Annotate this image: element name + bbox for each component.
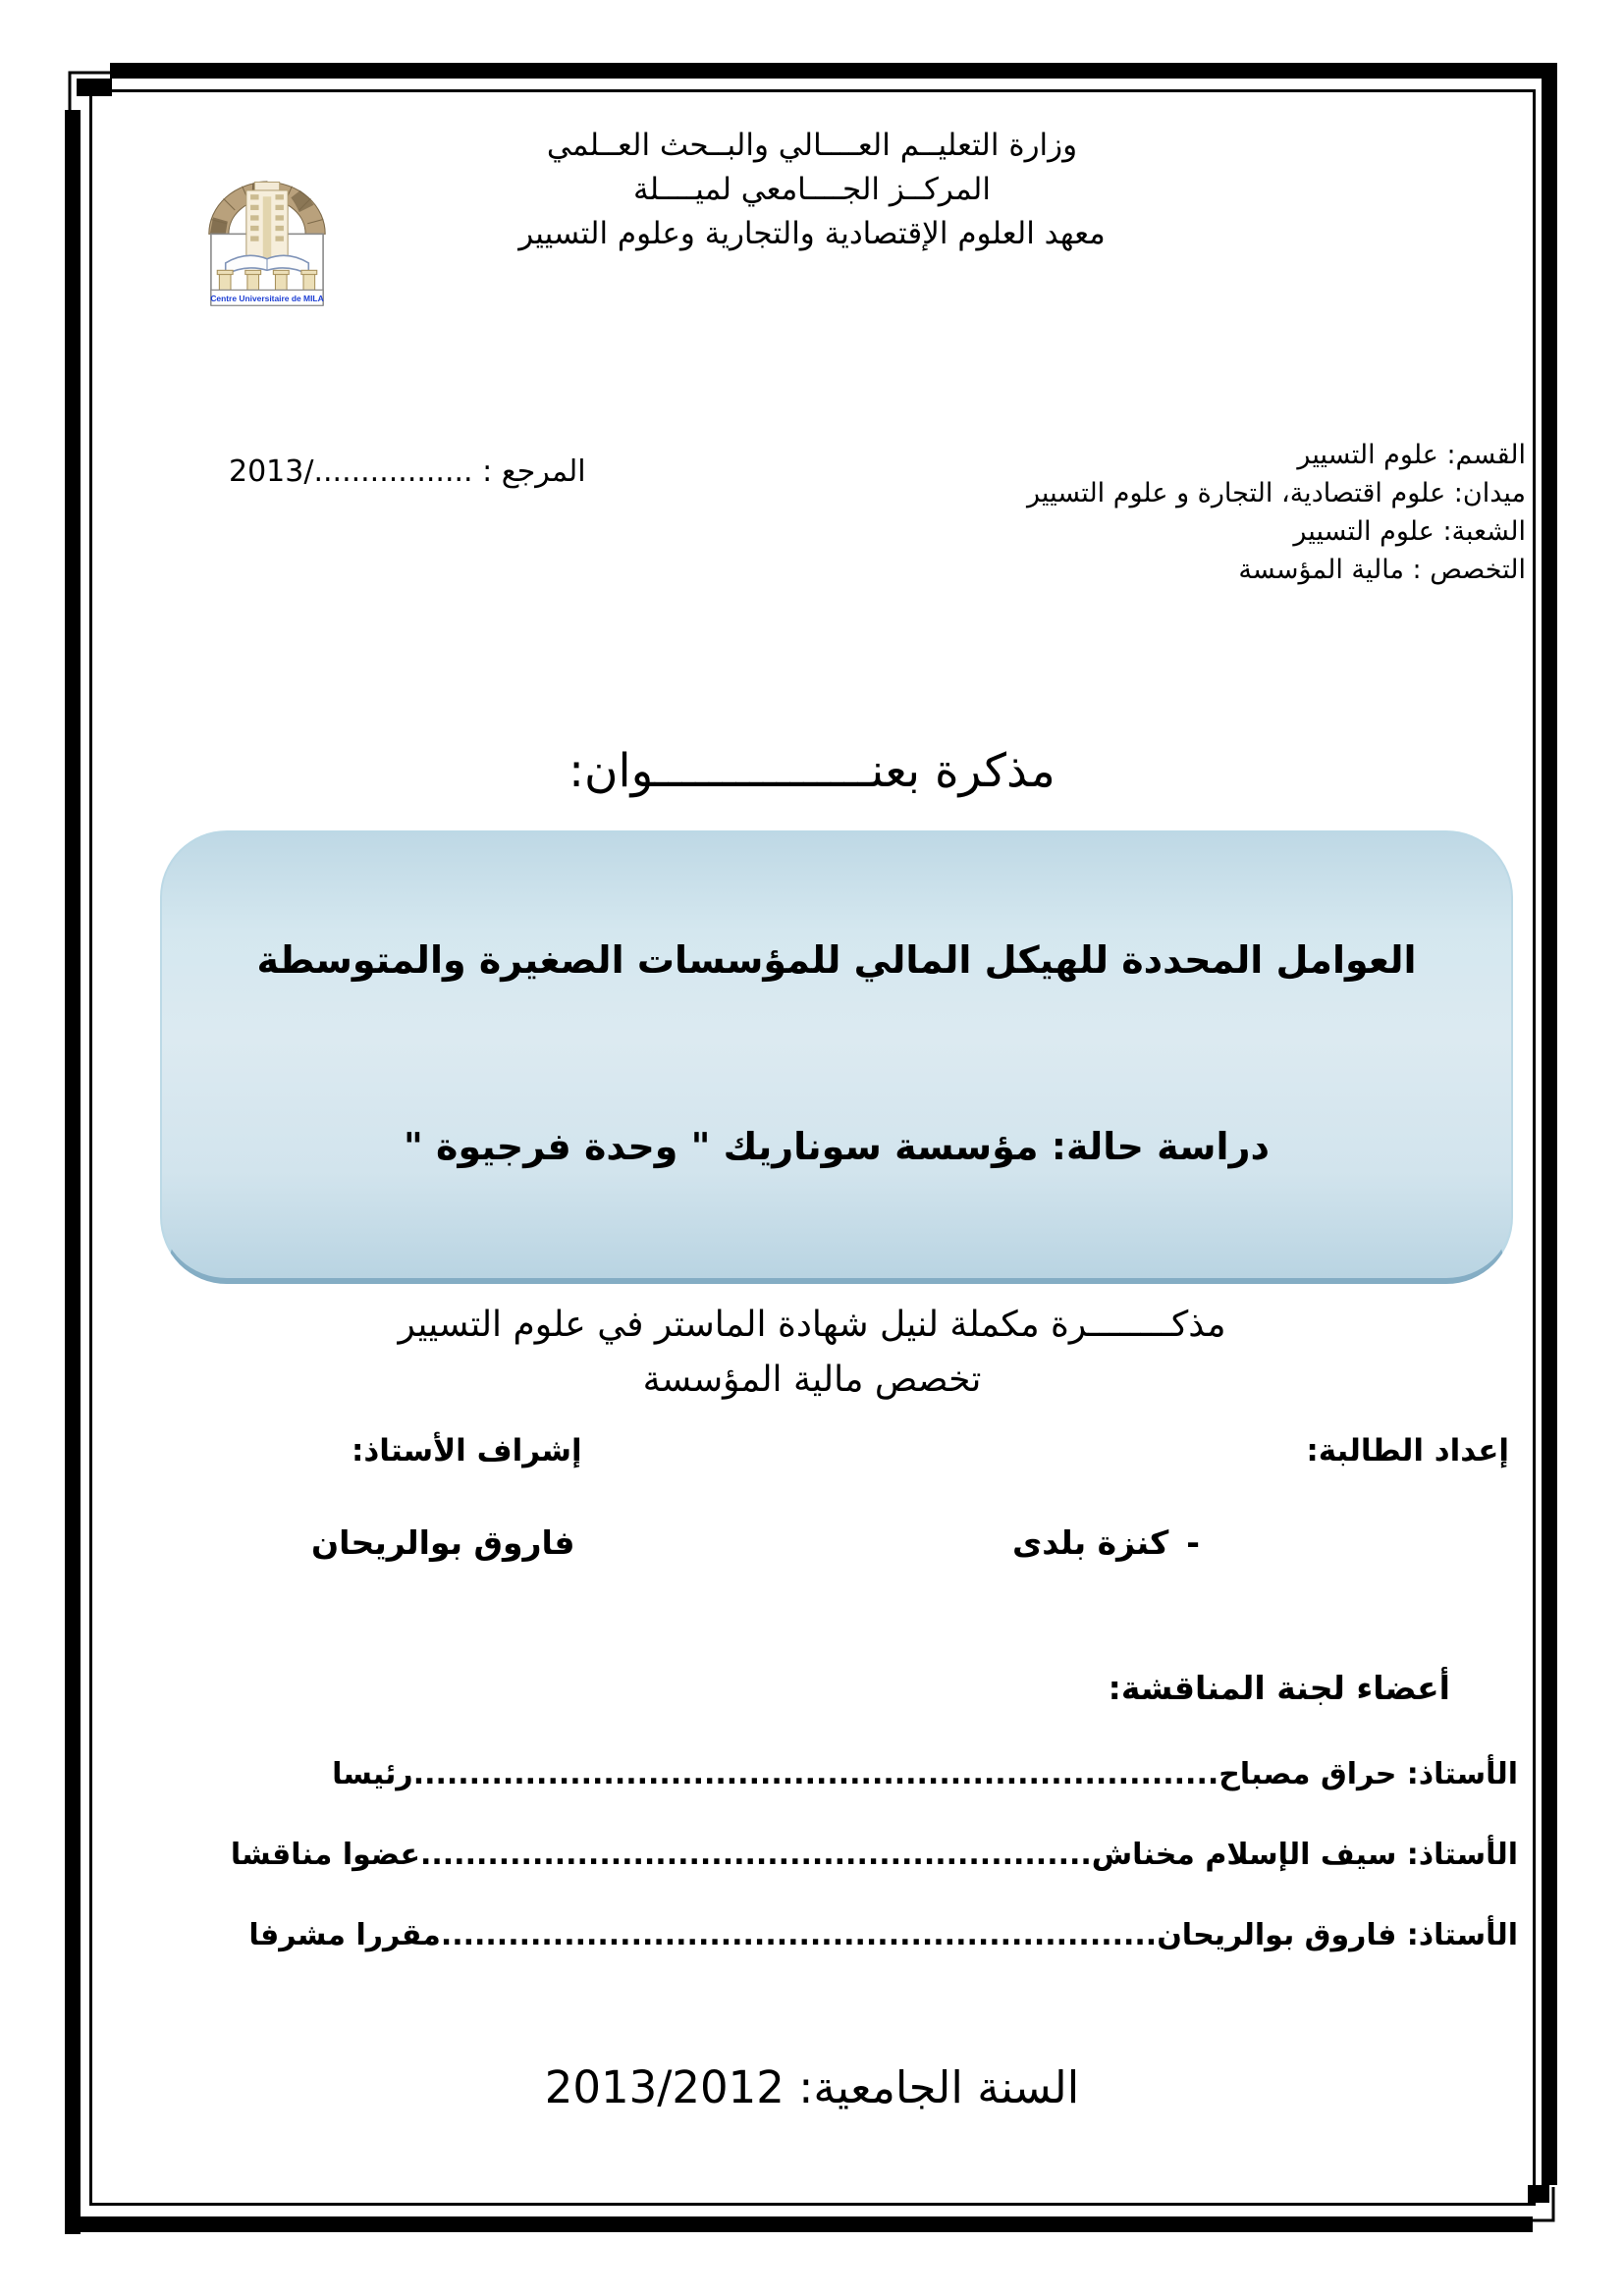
degree-line-2: تخصص مالية المؤسسة	[642, 1360, 982, 1400]
dotted-leader: ................................................................	[440, 1918, 1158, 1952]
member-name: الأستاذ: سيف الإسلام مخناش	[1091, 1838, 1518, 1872]
member-name: الأستاذ: حراق مصباح	[1218, 1757, 1518, 1791]
dotted-leader: ............................................................	[419, 1838, 1092, 1872]
specialty-line: التخصص : مالية المؤسسة	[1238, 555, 1526, 585]
student-name-text: كنزة بلدى	[1011, 1523, 1169, 1562]
thesis-title: العوامل المحددة للهيكل المالي للمؤسسات الصغيرة والمتوسطة	[256, 938, 1417, 982]
committee-list	[143, 1757, 1518, 1999]
academic-year: السنة الجامعية: 2013/2012	[544, 2061, 1080, 2113]
ministry-line: وزارة التعليــم العــــالي والبــحث العــلمي	[546, 128, 1078, 163]
institute-line: معهد العلوم الإقتصادية والتجارية وعلوم التسيير	[518, 216, 1106, 251]
student-name	[1012, 1523, 1200, 1562]
degree-statement	[0, 1298, 1624, 1408]
committee-member-row	[143, 1757, 1518, 1791]
degree-line-1: مذكــــــــرة مكملة لنيل شهادة الماستر في علوم التسيير	[398, 1305, 1226, 1345]
supervisor-label: إشراف الأستاذ:	[352, 1433, 582, 1468]
memo-heading: مذكرة بعنــــــــــــــــوان:	[568, 744, 1056, 798]
dotted-leader: ........................................................................	[412, 1757, 1219, 1791]
branch-line: الشعبة: علوم التسيير	[1293, 516, 1526, 547]
member-name: الأستاذ: فاروق بوالريحان	[1157, 1918, 1518, 1952]
university-center-line: المركــز الجــــامعي لميــــلة	[633, 172, 991, 207]
case-study-subtitle: دراسة حالة: مؤسسة سوناريك " وحدة فرجيوة "	[404, 1125, 1270, 1168]
committee-member-row	[143, 1838, 1518, 1872]
field-line: ميدان: علوم اقتصادية، التجارة و علوم التسيير	[1027, 478, 1526, 508]
thesis-title-box	[160, 830, 1513, 1284]
member-role: عضوا مناقشا	[230, 1838, 420, 1872]
ministry-header	[0, 124, 1624, 256]
reference-line: المرجع : ................./2013	[229, 454, 586, 489]
member-role: مقررا مشرفا	[248, 1918, 441, 1952]
classification-block	[1027, 436, 1526, 589]
logo-caption-text: Centre Universitaire de MILA	[210, 294, 324, 304]
student-label: إعداد الطالبة:	[1306, 1433, 1509, 1468]
student-bullet: -	[1186, 1523, 1200, 1562]
supervisor-name: فاروق بوالريحان	[311, 1523, 575, 1562]
member-role: رئيسا	[332, 1757, 413, 1791]
committee-heading: أعضاء لجنة المناقشة:	[1108, 1669, 1450, 1707]
department-line: القسم: علوم التسيير	[1297, 440, 1526, 470]
committee-member-row	[143, 1918, 1518, 1952]
